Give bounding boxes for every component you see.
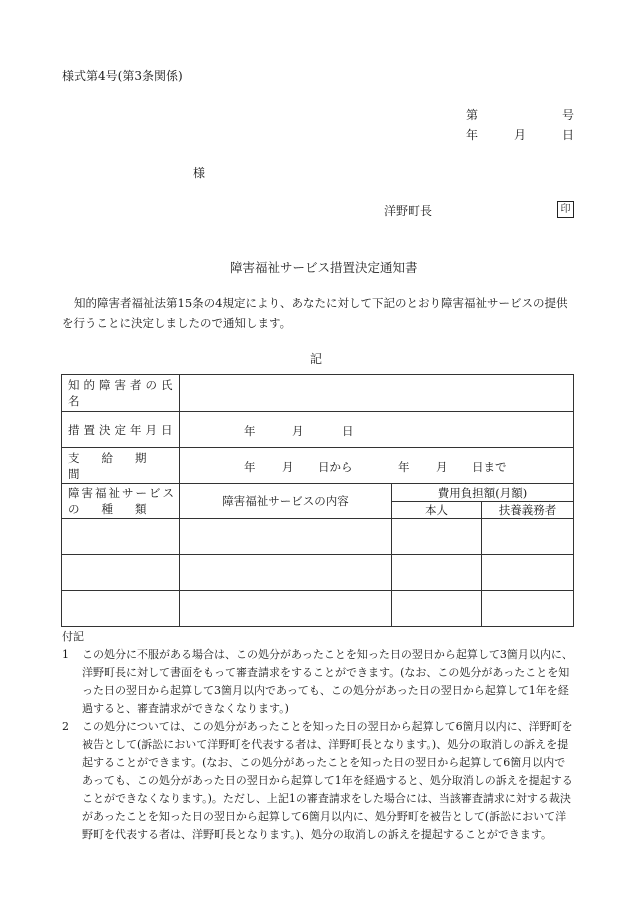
body-text: 知的障害者福祉法第15条の4規定により、あなたに対して下記のとおり障害福祉サービスの提供を行うことに決定しましたので通知します。	[62, 296, 568, 330]
supporter-label: 扶養義務者	[482, 502, 574, 519]
doc-number-dai: 第	[466, 108, 479, 122]
service-row	[62, 519, 574, 555]
service-type-cell	[62, 519, 180, 555]
decision-day: 日	[342, 424, 354, 438]
service-type-label-line-2: の種類	[68, 502, 169, 516]
decision-year: 年	[244, 424, 256, 438]
service-row	[62, 591, 574, 627]
addressee-suffix: 様	[193, 166, 206, 180]
note-item	[62, 646, 576, 718]
period-year-1: 年	[244, 460, 256, 474]
name-label: 知的障害者の氏名	[62, 375, 180, 412]
cost-label: 費用負担額(月額)	[392, 484, 574, 502]
period-month-2: 月	[436, 460, 448, 474]
name-value	[180, 375, 574, 412]
person-cost-cell	[392, 519, 482, 555]
document-title: 障害福祉サービス措置決定通知書	[230, 260, 418, 275]
service-row	[62, 555, 574, 591]
supporter-cost-cell	[482, 519, 574, 555]
supporter-cost-cell	[482, 591, 574, 627]
note-number: 1	[62, 648, 69, 661]
period-from: 日から	[318, 460, 353, 474]
service-type-label	[62, 484, 180, 519]
seal-mark: 印	[557, 201, 574, 218]
decision-date-value	[180, 412, 574, 448]
period-to: 日まで	[472, 460, 507, 474]
form-number: 様式第4号(第3条関係)	[62, 69, 183, 83]
service-type-cell	[62, 555, 180, 591]
period-month-1: 月	[282, 460, 294, 474]
ki-mark: 記	[310, 352, 323, 366]
note-number: 2	[62, 720, 69, 733]
date-year: 年	[466, 128, 479, 142]
notes-title: 付記	[62, 630, 84, 643]
period-year-2: 年	[398, 460, 410, 474]
service-content-label: 障害福祉サービスの内容	[180, 484, 392, 519]
note-item	[62, 718, 576, 844]
notes-section	[62, 628, 576, 844]
person-cost-cell	[392, 591, 482, 627]
period-value	[180, 448, 574, 484]
note-text: この処分については、この処分があったことを知った日の翌日から起算して6箇月以内に、洋野町を被告として(訴訟において洋野町を代表する者は、洋野町長となります。)、処分の取消しの訴えを提起することができます。(なお、この処分があったことを知った日の翌日から起算して6箇月以内であっても、この処分があった日の翌日から起算して1年を経過すると、処分取消しの訴えを提起することができなくなります。)。ただし、上記1の審査請求をした場合には、当該審査請求に対する裁決があったことを知った日の翌日から起算して6箇月以内に、処分野町を被告として(訴訟において洋野町を代表する者は、洋野町長となります。)、処分の取消しの訴えを提起することができます。	[82, 720, 573, 841]
person-cost-cell	[392, 555, 482, 591]
note-text: この処分に不服がある場合は、この処分があったことを知った日の翌日から起算して3箇月以内に、洋野町長に対して書面をもって審査請求をすることができます。(なお、この処分があったことを知った日の翌日から起算して3箇月以内であっても、この処分があった日の翌日から起算して1年を経過すると、審査請求ができなくなります。)	[82, 648, 573, 715]
service-type-cell	[62, 591, 180, 627]
date-month: 月	[514, 128, 527, 142]
service-content-cell	[180, 591, 392, 627]
service-type-label-line-1: 障害福祉サービス	[68, 486, 176, 500]
issuer: 洋野町長	[384, 204, 433, 218]
person-label: 本人	[392, 502, 482, 519]
decision-date-label: 措置決定年月日	[62, 412, 180, 448]
service-content-cell	[180, 519, 392, 555]
decision-month: 月	[292, 424, 304, 438]
doc-number-go: 号	[562, 108, 575, 122]
service-content-cell	[180, 555, 392, 591]
decision-table	[61, 374, 574, 627]
supporter-cost-cell	[482, 555, 574, 591]
period-label: 支給期間	[62, 448, 180, 484]
date-day: 日	[562, 128, 575, 142]
